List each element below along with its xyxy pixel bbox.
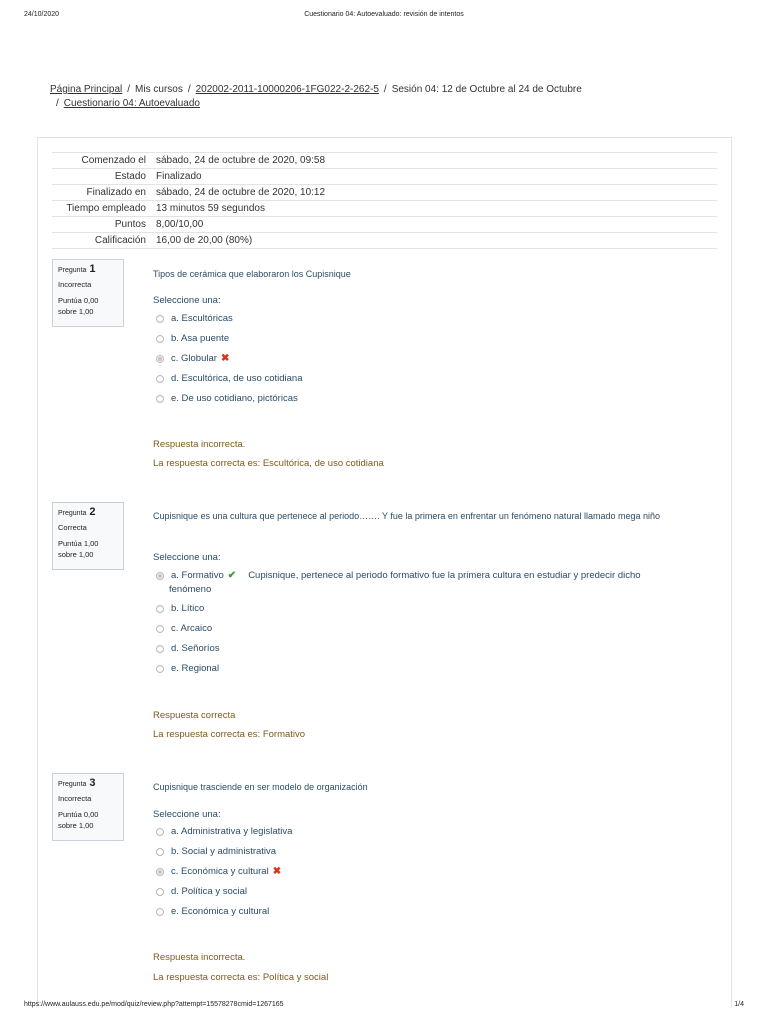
question-number <box>58 507 118 519</box>
question-info-box <box>52 502 124 570</box>
breadcrumb-separator: / <box>127 84 131 95</box>
breadcrumb-session[interactable]: Sesión 04: 12 de Octubre al 24 de Octubre <box>391 84 582 95</box>
breadcrumb-separator: / <box>187 84 191 95</box>
option-label: b. Social y administrativa <box>171 846 277 857</box>
grade-line: sobre 1,00 <box>58 821 94 830</box>
summary-value: sábado, 24 de octubre de 2020, 09:58 <box>152 153 717 169</box>
option-label: d. Escultórica, de uso cotidiana <box>171 373 303 384</box>
breadcrumb-separator: / <box>383 84 387 95</box>
question-text: Tipos de cerámica que elaboraron los Cupisnique <box>153 269 351 279</box>
option-label: b. Asa puente <box>171 333 230 344</box>
answer-option[interactable] <box>156 662 219 676</box>
print-header <box>24 11 744 23</box>
answer-option[interactable] <box>156 845 276 859</box>
radio-button[interactable] <box>156 625 164 633</box>
grade-line: Puntúa 0,00 <box>58 810 99 819</box>
summary-row <box>52 217 717 233</box>
breadcrumb-quiz-link[interactable]: Cuestionario 04: Autoevaluado <box>63 98 200 109</box>
option-label: d. Política y social <box>171 886 248 897</box>
select-one-prompt: Seleccione una: <box>153 295 221 306</box>
option-label: e. Regional <box>171 663 220 674</box>
radio-button[interactable] <box>156 335 164 343</box>
answer-option[interactable] <box>156 332 229 346</box>
breadcrumb-home-link[interactable]: Página Principal <box>50 84 123 95</box>
question-number <box>58 778 118 790</box>
question-grade <box>58 538 118 560</box>
correct-answer-text: La respuesta correcta es: Escultórica, de uso cotidiana <box>153 458 384 469</box>
question-label: Pregunta <box>58 510 87 517</box>
print-page-count: 1/4 <box>734 1001 744 1008</box>
option-label: a. Formativo <box>171 570 224 581</box>
print-url: https://www.aulauss.edu.pe/mod/quiz/review.php?attempt=15578278cmid=1267165 <box>24 1001 284 1008</box>
response-outcome: Respuesta correcta <box>153 710 236 721</box>
summary-label: Calificación <box>52 233 152 249</box>
incorrect-icon: ✖ <box>272 866 282 877</box>
radio-button[interactable] <box>156 828 164 836</box>
answer-option[interactable] <box>156 622 212 636</box>
breadcrumb-course-link[interactable]: 202002-2011-10000206-1FG022-2-262-5 <box>195 84 379 95</box>
summary-value: 8,00/10,00 <box>152 217 717 233</box>
summary-label: Puntos <box>52 217 152 233</box>
option-label: e. De uso cotidiano, pictóricas <box>171 393 298 404</box>
option-label: a. Escultóricas <box>171 313 233 324</box>
question-number-value: 2 <box>89 506 96 518</box>
summary-value: sábado, 24 de octubre de 2020, 10:12 <box>152 185 717 201</box>
breadcrumb-courses[interactable]: Mis cursos <box>135 84 183 95</box>
radio-button-selected[interactable] <box>156 868 164 876</box>
answer-option[interactable] <box>156 392 298 406</box>
question-state: Correcta <box>58 523 87 532</box>
option-label: c. Arcaico <box>171 623 213 634</box>
breadcrumb <box>50 83 650 111</box>
question-number-value: 3 <box>89 777 96 789</box>
radio-button[interactable] <box>156 395 164 403</box>
select-one-prompt: Seleccione una: <box>153 552 221 563</box>
select-one-prompt: Seleccione una: <box>153 809 221 820</box>
option-feedback-continuation: fenómeno <box>169 584 212 595</box>
radio-button[interactable] <box>156 375 164 383</box>
question-number <box>58 264 118 276</box>
summary-value: 13 minutos 59 segundos <box>152 201 717 217</box>
radio-button[interactable] <box>156 605 164 613</box>
question-grade <box>58 809 118 831</box>
summary-row <box>52 233 717 249</box>
summary-label: Tiempo empleado <box>52 201 152 217</box>
summary-row <box>52 201 717 217</box>
question-grade <box>58 295 118 317</box>
question-text: Cupisnique es una cultura que pertenece al periodo……. Y fue la primera en enfrentar un fenómeno natural llamado mega niño <box>153 511 660 521</box>
print-title: Cuestionario 04: Autoevaluado: revisión de intentos <box>304 11 464 18</box>
correct-check-icon: ✔ <box>227 570 237 581</box>
summary-row <box>52 169 717 185</box>
option-label: d. Señoríos <box>171 643 220 654</box>
option-label: e. Económica y cultural <box>171 906 270 917</box>
option-label: c. Económica y cultural <box>171 866 269 877</box>
radio-button[interactable] <box>156 888 164 896</box>
answer-option[interactable] <box>156 372 303 386</box>
question-number-value: 1 <box>89 263 96 275</box>
radio-button[interactable] <box>156 645 164 653</box>
incorrect-icon: ✖ <box>220 353 230 364</box>
print-footer <box>24 1001 744 1013</box>
option-feedback: Cupisnique, pertenece al periodo formativo fue la primera cultura en estudiar y predecir dicho <box>248 570 641 581</box>
question-text: Cupisnique trasciende en ser modelo de organización <box>153 782 368 792</box>
radio-button[interactable] <box>156 848 164 856</box>
summary-label: Comenzado el <box>52 153 152 169</box>
option-label: c. Globular <box>171 353 217 364</box>
summary-row <box>52 153 717 169</box>
radio-button[interactable] <box>156 908 164 916</box>
grade-line: sobre 1,00 <box>58 307 94 316</box>
response-outcome: Respuesta incorrecta. <box>153 952 246 963</box>
answer-option[interactable] <box>156 312 233 326</box>
answer-option-selected[interactable] <box>156 569 696 583</box>
summary-value: Finalizado <box>152 169 717 185</box>
answer-option[interactable] <box>156 885 247 899</box>
question-info-box <box>52 259 124 327</box>
summary-label: Finalizado en <box>52 185 152 201</box>
question-info-box <box>52 773 124 841</box>
answer-option-selected[interactable] <box>156 865 281 879</box>
grade-line: Puntúa 1,00 <box>58 539 99 548</box>
grade-line: Puntúa 0,00 <box>58 296 99 305</box>
question-state: Incorrecta <box>58 794 92 803</box>
answer-option-selected[interactable] <box>156 352 229 366</box>
answer-option[interactable] <box>156 602 204 616</box>
question-state: Incorrecta <box>58 280 92 289</box>
option-label: b. Lítico <box>171 603 205 614</box>
radio-button-selected[interactable] <box>156 355 164 363</box>
question-label: Pregunta <box>58 781 87 788</box>
question-label: Pregunta <box>58 267 87 274</box>
option-label: a. Administrativa y legislativa <box>171 826 293 837</box>
correct-answer-text: La respuesta correcta es: Política y social <box>153 972 329 983</box>
answer-option[interactable] <box>156 905 269 919</box>
breadcrumb-separator: / <box>56 98 59 109</box>
print-date: 24/10/2020 <box>24 11 60 18</box>
radio-button-selected[interactable] <box>156 572 164 580</box>
radio-button[interactable] <box>156 665 164 673</box>
summary-value: 16,00 de 20,00 (80%) <box>152 233 717 249</box>
answer-option[interactable] <box>156 642 220 656</box>
radio-button[interactable] <box>156 315 164 323</box>
correct-answer-text: La respuesta correcta es: Formativo <box>153 729 306 740</box>
summary-label: Estado <box>52 169 152 185</box>
grade-line: sobre 1,00 <box>58 550 94 559</box>
response-outcome: Respuesta incorrecta. <box>153 439 246 450</box>
summary-row <box>52 185 717 201</box>
attempt-summary-table <box>52 152 717 249</box>
answer-option[interactable] <box>156 825 292 839</box>
